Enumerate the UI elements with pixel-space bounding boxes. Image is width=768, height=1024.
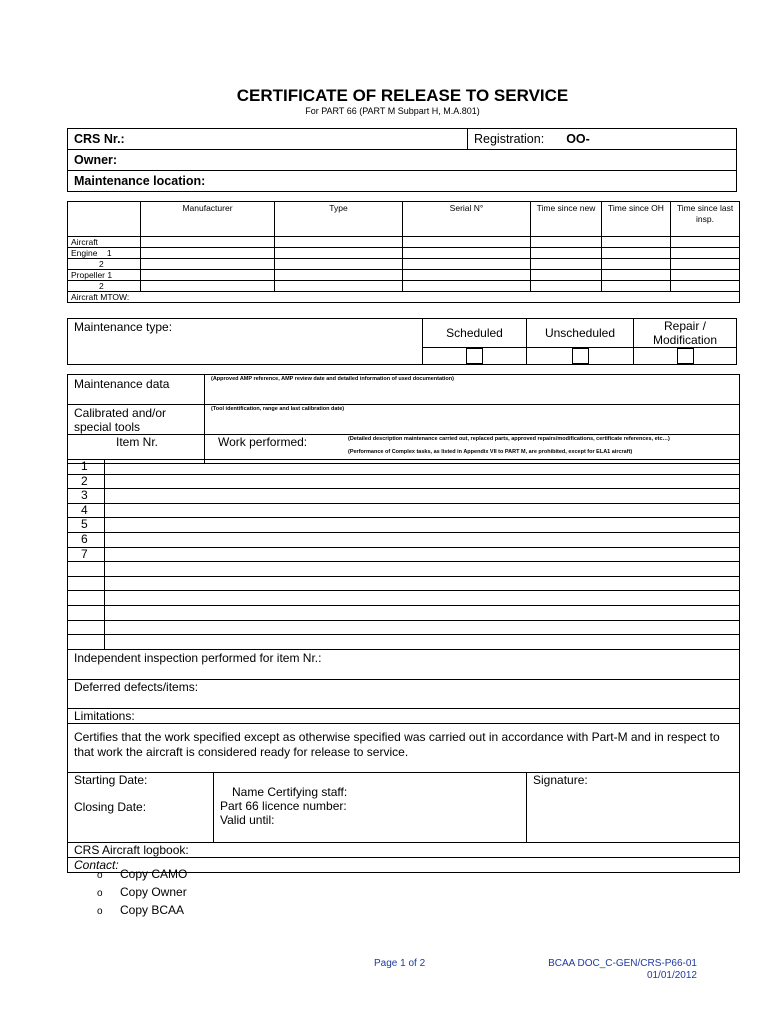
repair-modification-checkbox[interactable] [677, 348, 694, 364]
option-repair-label: Repair / Modification [634, 319, 737, 348]
item-number: 3 [68, 489, 105, 504]
option-scheduled-label: Scheduled [423, 319, 527, 348]
work-description-cell[interactable] [105, 591, 740, 606]
col-time-since-new: Time since new [531, 202, 602, 237]
item-nr-header: Item Nr. [68, 435, 205, 464]
crs-number-field[interactable]: CRS Nr.: [68, 129, 468, 150]
item-number: 4 [68, 503, 105, 518]
starting-date-label: Starting Date: [74, 773, 148, 787]
item-number: 7 [68, 547, 105, 562]
document-title: CERTIFICATE OF RELEASE TO SERVICE [236, 86, 569, 105]
deferred-defects-field[interactable]: Deferred defects/items: [68, 680, 740, 709]
work-note-2: (Performance of Complex tasks, as listed in Appendix VII to PART M, are prohibited, except for ELA1 aircraft) [348, 449, 633, 455]
table-row [68, 532, 740, 547]
work-description-cell[interactable] [105, 503, 740, 518]
document-subtitle: For PART 66 (PART M Subpart H, M.A.801) [305, 106, 480, 116]
row-label: Propeller 1 [68, 270, 141, 281]
dates-cell[interactable] [68, 773, 214, 843]
item-number [68, 576, 105, 591]
table-row [68, 518, 740, 533]
table-row [68, 474, 740, 489]
col-time-since-last-insp: Time since last insp. [671, 202, 740, 237]
tools-note: (Tool identification, range and last calibration date) [211, 406, 345, 412]
work-description-cell[interactable] [105, 547, 740, 562]
registration-field[interactable]: Registration: OO- [468, 129, 737, 150]
release-table [67, 649, 740, 873]
maintenance-data-note: (Approved AMP reference, AMP review date and detailed information of used documentation) [211, 376, 454, 382]
certifying-staff-label: Name Certifying staff: [232, 785, 348, 799]
item-number: 5 [68, 518, 105, 533]
col-serial: Serial N° [403, 202, 531, 237]
contact-field[interactable]: Contact: [68, 858, 740, 873]
work-description-cell[interactable] [105, 460, 740, 475]
tools-field[interactable] [205, 405, 740, 435]
col-manufacturer: Manufacturer [141, 202, 275, 237]
crs-logbook-field[interactable]: CRS Aircraft logbook: [68, 843, 740, 858]
limitations-field[interactable]: Limitations: [68, 709, 740, 724]
header-table [67, 128, 737, 192]
mtow-field[interactable]: Aircraft MTOW: [68, 292, 740, 303]
work-note-1: (Detailed description maintenance carried out, replaced parts, approved repairs/modifications, certificate references, etc…) [348, 436, 670, 442]
row-label: 2 [68, 281, 141, 292]
table-row [68, 605, 740, 620]
signature-cell[interactable]: Signature: [527, 773, 740, 843]
col-type: Type [275, 202, 403, 237]
row-label: 2 [68, 259, 141, 270]
work-description-cell[interactable] [105, 635, 740, 650]
work-description-cell[interactable] [105, 605, 740, 620]
item-number: 1 [68, 460, 105, 475]
maintenance-location-field[interactable]: Maintenance location: [68, 171, 737, 192]
work-description-cell[interactable] [105, 562, 740, 577]
item-number [68, 635, 105, 650]
registration-prefix: OO- [566, 132, 590, 146]
page-number: Page 1 of 2 [374, 958, 426, 969]
tools-label: Calibrated and/or special tools [68, 405, 205, 435]
certifying-staff-cell[interactable] [214, 773, 527, 843]
item-number [68, 620, 105, 635]
item-number [68, 562, 105, 577]
list-item: o Copy BCAA [97, 903, 185, 917]
item-number [68, 605, 105, 620]
table-row [68, 562, 740, 577]
table-row [68, 503, 740, 518]
row-label: Aircraft [68, 237, 141, 248]
table-row [68, 620, 740, 635]
copies-list [97, 866, 187, 920]
table-row [68, 489, 740, 504]
components-corner [68, 202, 141, 237]
table-row [68, 635, 740, 650]
licence-number-label: Part 66 licence number: [220, 799, 347, 813]
work-table [67, 374, 740, 464]
unscheduled-checkbox[interactable] [572, 348, 589, 364]
maintenance-data-label: Maintenance data [68, 375, 205, 405]
valid-until-label: Valid until: [220, 813, 275, 827]
option-unscheduled-label: Unscheduled [527, 319, 634, 348]
independent-inspection-field[interactable]: Independent inspection performed for item Nr.: [68, 650, 740, 680]
row-label: Engine 1 [68, 248, 141, 259]
table-row [68, 576, 740, 591]
work-description-cell[interactable] [105, 489, 740, 504]
owner-field[interactable]: Owner: [68, 150, 737, 171]
table-row [68, 591, 740, 606]
components-table [67, 201, 740, 303]
maintenance-type-table [67, 318, 737, 365]
col-time-since-oh: Time since OH [602, 202, 671, 237]
scheduled-checkbox[interactable] [466, 348, 483, 364]
work-description-cell[interactable] [105, 474, 740, 489]
work-description-cell[interactable] [105, 576, 740, 591]
list-item: o Copy CAMO [97, 867, 188, 881]
list-item: o Copy Owner [97, 885, 187, 899]
maintenance-type-label: Maintenance type: [68, 319, 423, 365]
table-row [68, 460, 740, 475]
work-performed-label: Work performed: [218, 435, 308, 449]
table-row [68, 547, 740, 562]
closing-date-label: Closing Date: [74, 800, 147, 814]
work-description-cell[interactable] [105, 532, 740, 547]
item-number [68, 591, 105, 606]
work-description-cell[interactable] [105, 620, 740, 635]
maintenance-data-field[interactable] [205, 375, 740, 405]
item-number: 6 [68, 532, 105, 547]
certification-statement: Certifies that the work specified except as otherwise specified was carried out in accordance with Part-M and in respect to that work the aircraft is considered ready for release to service. [68, 724, 740, 773]
work-description-cell[interactable] [105, 518, 740, 533]
work-items-table [67, 459, 740, 650]
document-reference: BCAA DOC_C-GEN/CRS-P66-01 [548, 958, 697, 969]
document-date: 01/01/2012 [646, 970, 697, 981]
item-number: 2 [68, 474, 105, 489]
